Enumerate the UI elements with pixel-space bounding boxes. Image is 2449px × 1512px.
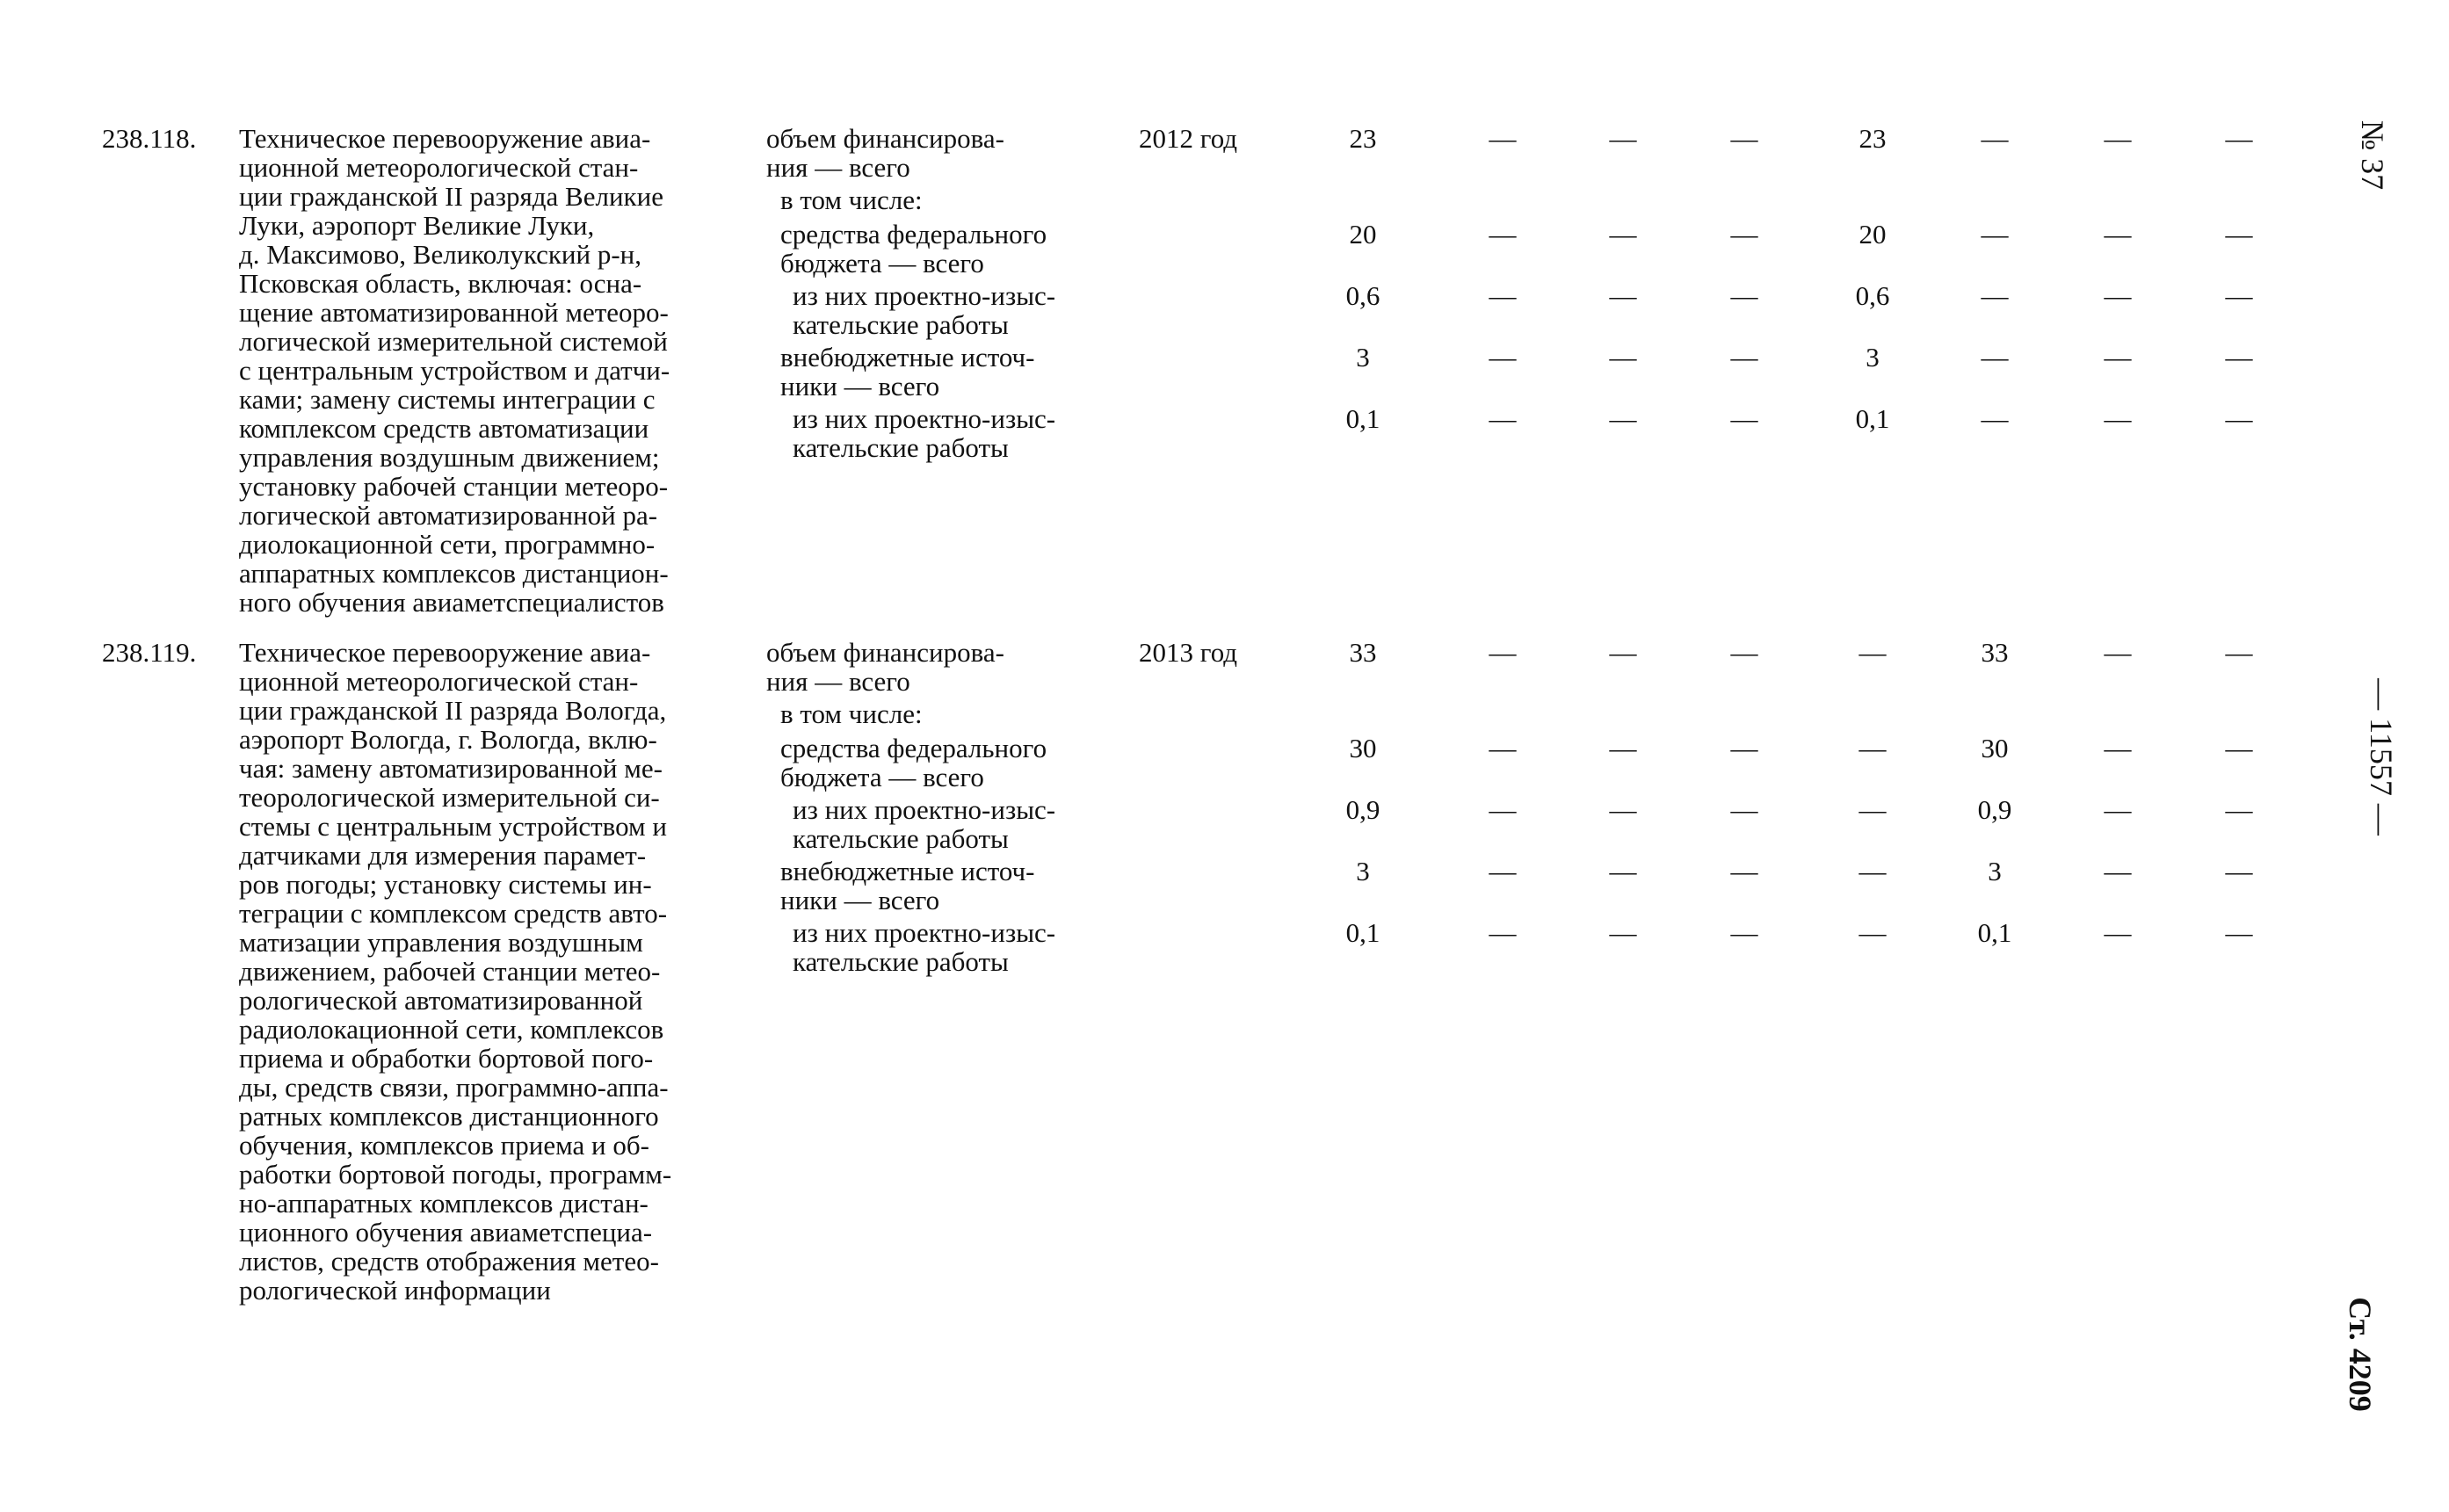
value-cell: 0,1 bbox=[1345, 403, 1380, 434]
financing-label: внебюджетные источ- ники — всего bbox=[780, 342, 1035, 402]
value-cell: — bbox=[1730, 280, 1758, 311]
value-cell: — bbox=[1981, 123, 2009, 154]
value-cell: — bbox=[1858, 794, 1887, 825]
financing-label: в том числе: bbox=[780, 184, 923, 215]
value-cell: 33 bbox=[1981, 637, 2009, 668]
value-cell: — bbox=[2225, 403, 2253, 434]
value-cell: — bbox=[1609, 280, 1637, 311]
value-cell: 30 bbox=[1981, 733, 2009, 763]
value-cell: 0,1 bbox=[1345, 917, 1380, 948]
value-cell: 20 bbox=[1349, 219, 1377, 250]
value-cell: — bbox=[1730, 794, 1758, 825]
value-cell: — bbox=[2104, 733, 2132, 763]
value-cell: 23 bbox=[1349, 123, 1377, 154]
value-cell: — bbox=[2225, 856, 2253, 886]
value-cell: — bbox=[2225, 280, 2253, 311]
value-cell: — bbox=[2104, 342, 2132, 373]
value-cell: — bbox=[1981, 280, 2009, 311]
value-cell: — bbox=[2225, 219, 2253, 250]
value-cell: — bbox=[1609, 856, 1637, 886]
value-cell: 0,1 bbox=[1977, 917, 2012, 948]
value-cell: 0,6 bbox=[1855, 280, 1890, 311]
value-cell: — bbox=[2225, 794, 2253, 825]
entry-number: 238.119. bbox=[102, 637, 197, 668]
value-cell: — bbox=[2104, 219, 2132, 250]
value-cell: — bbox=[2104, 794, 2132, 825]
value-cell: — bbox=[1981, 342, 2009, 373]
value-cell: — bbox=[2225, 342, 2253, 373]
entry-year: 2012 год bbox=[1139, 123, 1238, 154]
value-cell: — bbox=[2104, 856, 2132, 886]
value-cell: — bbox=[1489, 123, 1517, 154]
value-cell: — bbox=[1489, 917, 1517, 948]
value-cell: 3 bbox=[1988, 856, 2002, 886]
value-cell: 0,9 bbox=[1977, 794, 2012, 825]
entry-year: 2013 год bbox=[1139, 637, 1238, 668]
value-cell: — bbox=[1609, 403, 1637, 434]
value-cell: — bbox=[1981, 219, 2009, 250]
value-cell: — bbox=[2104, 637, 2132, 668]
value-cell: — bbox=[2104, 917, 2132, 948]
value-cell: — bbox=[1609, 733, 1637, 763]
financing-label: средства федерального бюджета — всего bbox=[780, 733, 1047, 792]
value-cell: — bbox=[1489, 280, 1517, 311]
value-cell: — bbox=[1609, 219, 1637, 250]
value-cell: — bbox=[1858, 856, 1887, 886]
value-cell: — bbox=[1489, 637, 1517, 668]
value-cell: — bbox=[1730, 403, 1758, 434]
value-cell: 3 bbox=[1866, 342, 1880, 373]
value-cell: — bbox=[2225, 123, 2253, 154]
financing-label: в том числе: bbox=[780, 698, 923, 729]
value-cell: 0,1 bbox=[1855, 403, 1890, 434]
value-cell: 0,9 bbox=[1345, 794, 1380, 825]
entry-description: Техническое перевооружение авиа- ционной метеорологической стан- ции гражданской II разряда Великие Луки, аэропорт Великие Луки, д. Максимово, Великолукский р-н, Псковская область, включая: осна- щение автоматизированной метеоро- логической измерительной системой с центральным устройством и датчи- ками; замену системы интеграции с комплексом средств автоматизации управления воздушным движением; установку рабочей станции метеоро- логической автоматизированной ра- диолокационной сети, программно- аппаратных комплексов дистанцион- ного обучения авиаметспециалистов bbox=[239, 123, 670, 618]
financing-label: средства федерального бюджета — всего bbox=[780, 219, 1047, 279]
value-cell: — bbox=[2104, 280, 2132, 311]
financing-label: из них проектно-изыс- кательские работы bbox=[793, 280, 1056, 340]
article-number: Ст. 4209 bbox=[2342, 1297, 2378, 1412]
value-cell: — bbox=[2225, 733, 2253, 763]
value-cell: — bbox=[2104, 403, 2132, 434]
value-cell: — bbox=[1730, 917, 1758, 948]
value-cell: — bbox=[1730, 123, 1758, 154]
value-cell: — bbox=[1609, 637, 1637, 668]
value-cell: — bbox=[1489, 403, 1517, 434]
page-number: — 11557 — bbox=[2363, 678, 2399, 836]
entry-description: Техническое перевооружение авиа- ционной метеорологической стан- ции гражданской II разряда Вологда, аэропорт Вологда, г. Вологда, вклю- чая: замену автоматизированной ме- теорологической измерительной си- стемы с центральным устройством и датчиками для измерения парамет- ров погоды; установку системы ин- теграции с комплексом средств авто- матизации управления воздушным движением, рабочей станции метео- рологической автоматизированной радиолокационной сети, комплексов приема и обработки бортовой пого- ды, средств связи, программно-аппа- ратных комплексов дистанционного обучения, комплексов приема и об- работки бортовой погоды, программ- но-аппаратных комплексов дистан- ционного обучения авиаметспециа- листов, средств отображения метео- рологической информации bbox=[239, 637, 672, 1306]
value-cell: — bbox=[1730, 733, 1758, 763]
financing-label: объем финансирова- ния — всего bbox=[766, 637, 1004, 697]
value-cell: — bbox=[1730, 637, 1758, 668]
value-cell: — bbox=[2225, 917, 2253, 948]
value-cell: — bbox=[1609, 917, 1637, 948]
value-cell: 23 bbox=[1858, 123, 1887, 154]
value-cell: 33 bbox=[1349, 637, 1377, 668]
value-cell: — bbox=[1981, 403, 2009, 434]
financing-label: из них проектно-изыс- кательские работы bbox=[793, 403, 1056, 463]
value-cell: 3 bbox=[1356, 342, 1370, 373]
value-cell: — bbox=[1858, 637, 1887, 668]
entry-number: 238.118. bbox=[102, 123, 197, 154]
value-cell: — bbox=[2225, 637, 2253, 668]
value-cell: 20 bbox=[1858, 219, 1887, 250]
value-cell: — bbox=[1730, 856, 1758, 886]
value-cell: 3 bbox=[1356, 856, 1370, 886]
value-cell: — bbox=[1858, 917, 1887, 948]
value-cell: — bbox=[1489, 794, 1517, 825]
value-cell: — bbox=[1730, 219, 1758, 250]
value-cell: — bbox=[1489, 733, 1517, 763]
value-cell: — bbox=[1489, 219, 1517, 250]
value-cell: 0,6 bbox=[1345, 280, 1380, 311]
financing-label: внебюджетные источ- ники — всего bbox=[780, 856, 1035, 915]
value-cell: — bbox=[1609, 342, 1637, 373]
financing-label: из них проектно-изыс- кательские работы bbox=[793, 917, 1056, 977]
value-cell: — bbox=[2104, 123, 2132, 154]
value-cell: — bbox=[1609, 794, 1637, 825]
value-cell: — bbox=[1858, 733, 1887, 763]
value-cell: — bbox=[1489, 342, 1517, 373]
issue-number: № 37 bbox=[2355, 119, 2391, 191]
financing-label: объем финансирова- ния — всего bbox=[766, 123, 1004, 183]
value-cell: — bbox=[1489, 856, 1517, 886]
value-cell: 30 bbox=[1349, 733, 1377, 763]
financing-label: из них проектно-изыс- кательские работы bbox=[793, 794, 1056, 854]
value-cell: — bbox=[1730, 342, 1758, 373]
value-cell: — bbox=[1609, 123, 1637, 154]
